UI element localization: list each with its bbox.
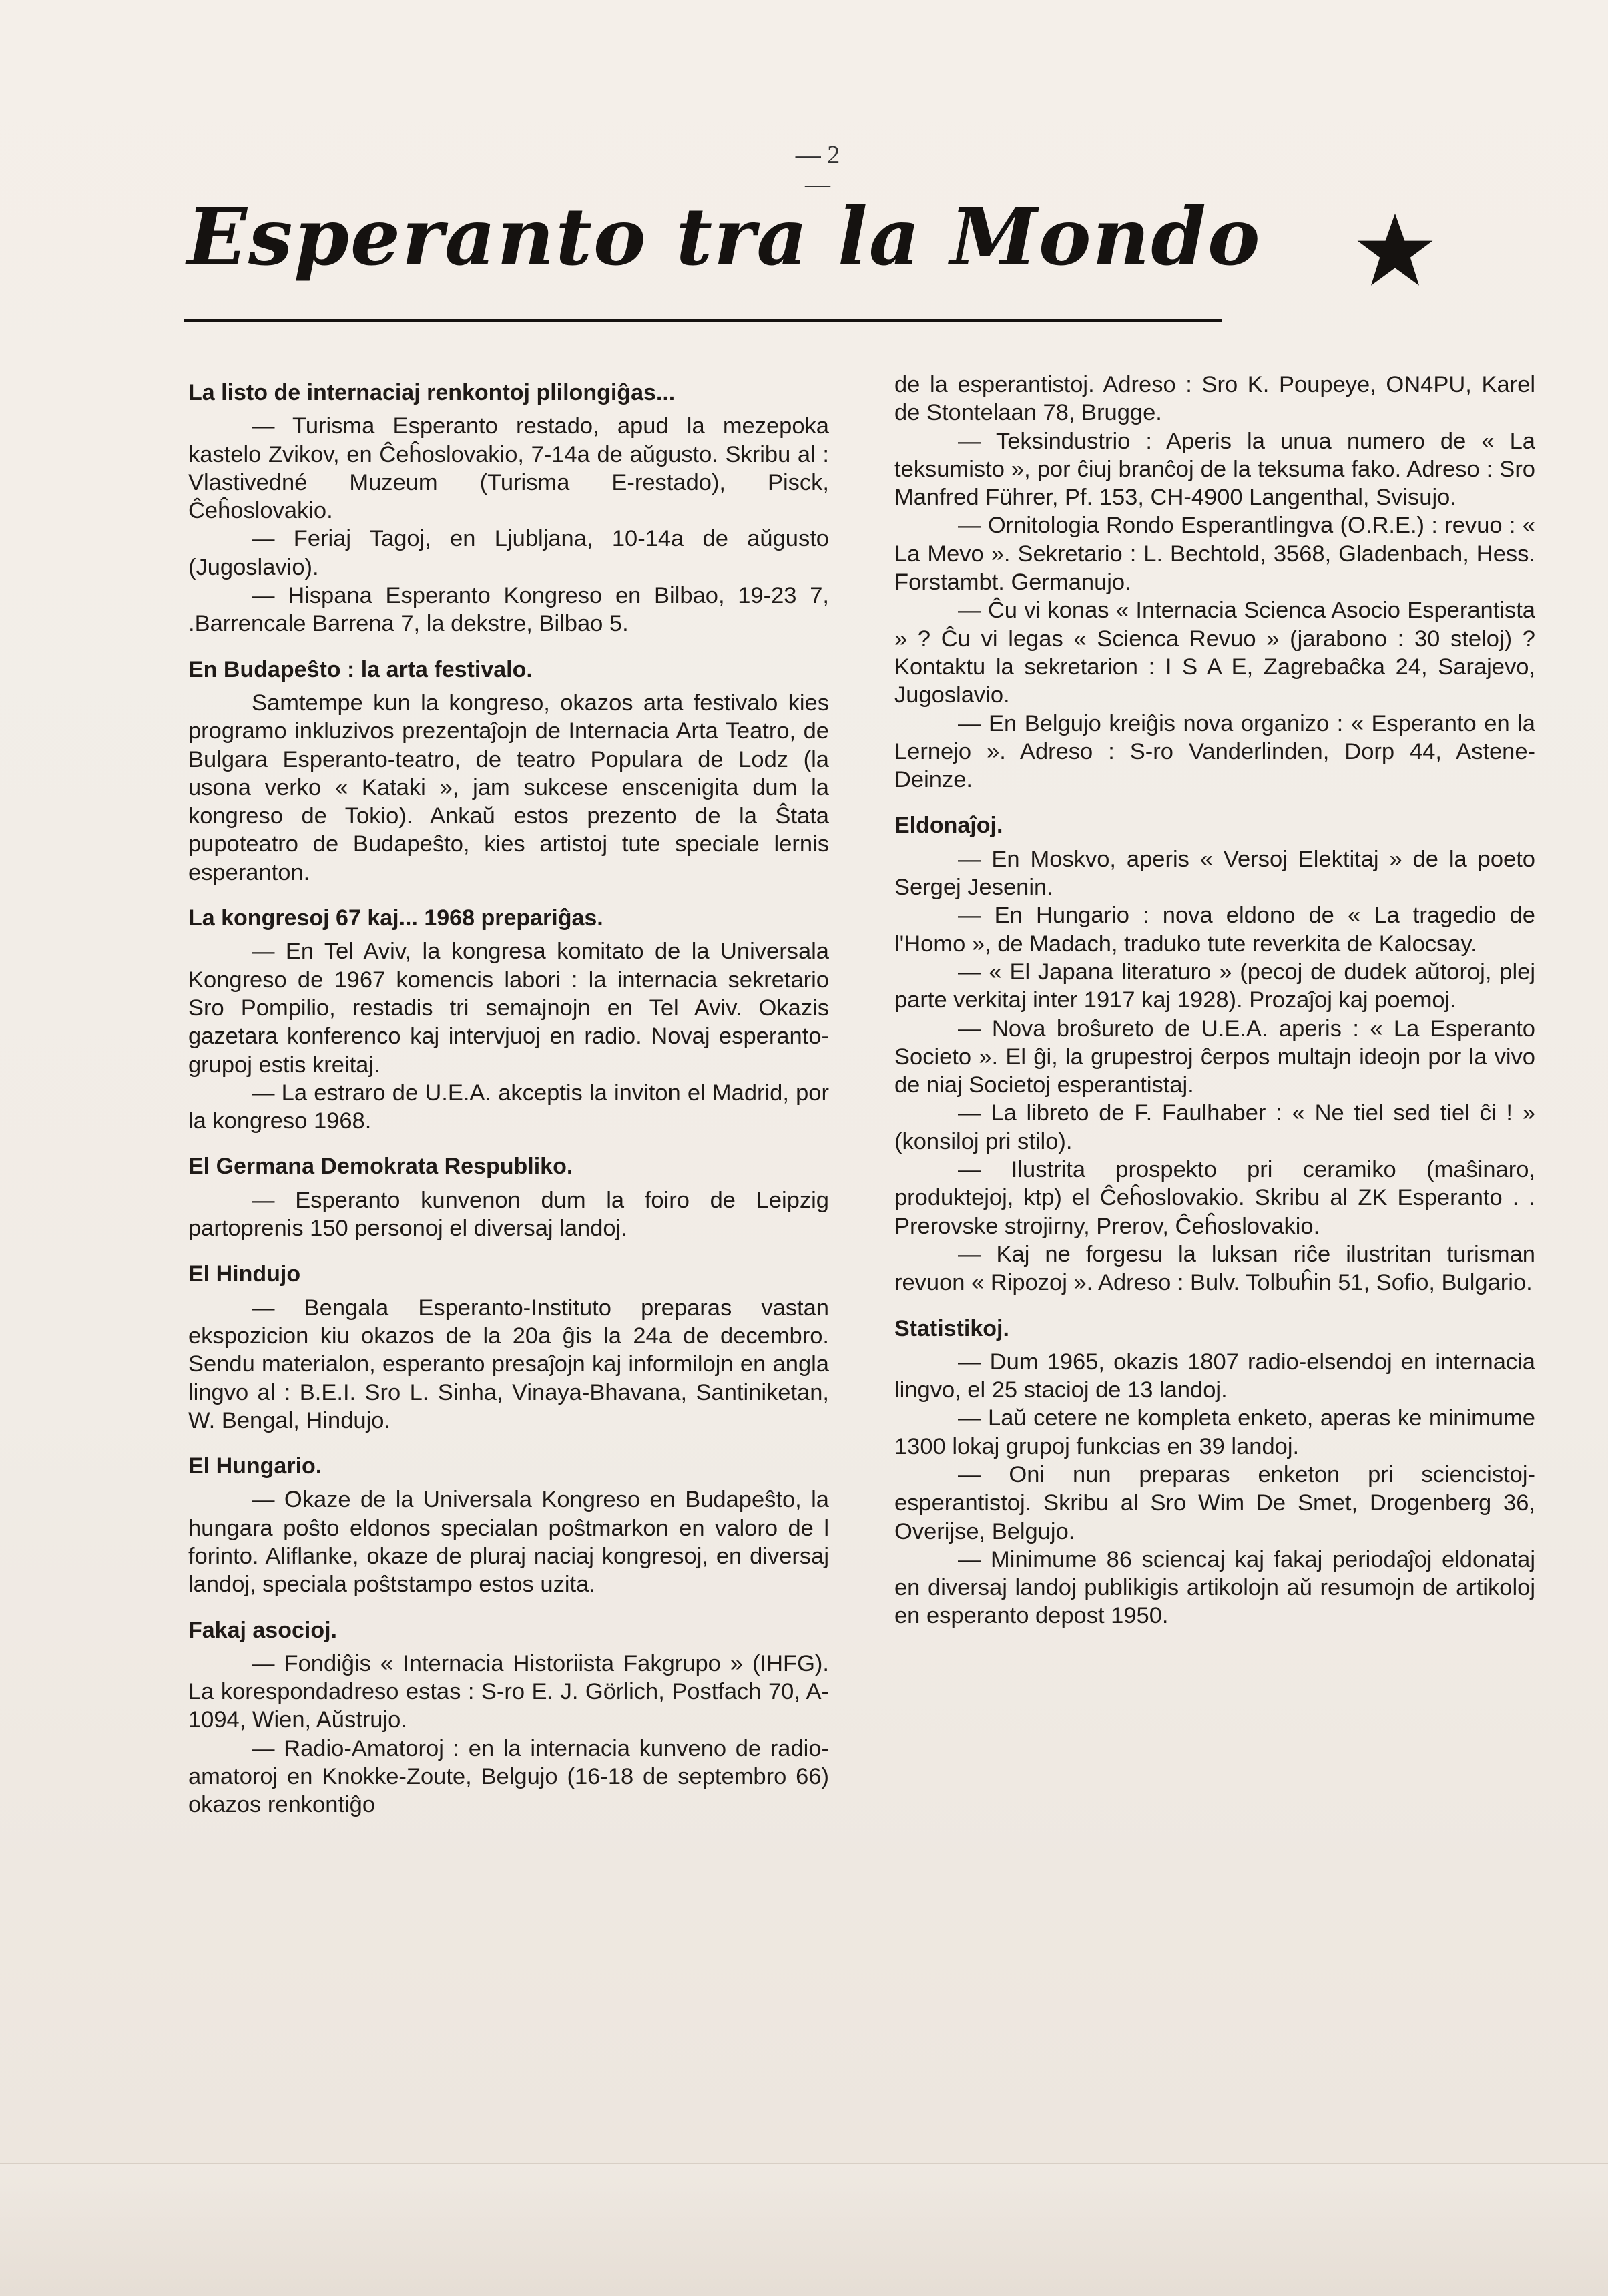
news-item: — Oni nun preparas enketon pri sciencistoj-esperantistoj. Skribu al Sro Wim De Smet, Drogenberg 36, Overijse, Belgujo.	[894, 1461, 1535, 1544]
news-item: — Kaj ne forgesu la luksan riĉe ilustritan turisman revuon « Ripozoj ». Adreso : Bulv. Tolbuĥin 51, Sofio, Bulgario.	[894, 1241, 1535, 1296]
news-item: — Okaze de la Universala Kongreso en Budapeŝto, la hungara poŝto eldonos specialan poŝtmarkon en valoro de l forinto. Aliflanke, okaze de pluraj naciaj kongresoj, en diversaj landoj, speciala poŝtstampo estos uzita.	[188, 1487, 829, 1598]
section-heading: El Hindujo	[188, 1261, 301, 1287]
star-icon	[1355, 210, 1435, 290]
news-item: — Bengala Esperanto-Instituto preparas vastan ekspozicion kiu okazos de la 20a ĝis la 24a de decembro. Sendu materialon, esperanto presaĵojn kaj informilojn en angla lingvo al : B.E.I. Sro L. Sinha, Vinaya-Bhavana, Santiniketan, W. Bengal, Hindujo.	[188, 1295, 829, 1433]
section-heading: Statistikoj.	[894, 1315, 1009, 1341]
news-item: — Turisma Esperanto restado, apud la mezepoka kastelo Zvikov, en Ĉeĥoslovakio, 7-14a de aŭgusto. Skribu al : Vlastivedné Muzeum (Turisma E-restado), Pisck, Ĉeĥoslovakio.	[188, 413, 829, 524]
section-heading: La listo de internaciaj renkontoj plilongiĝas...	[188, 380, 676, 405]
news-item: — Nova broŝureto de U.E.A. aperis : « La Esperanto Societo ». El ĝi, la grupestroj ĉerpos multajn ideojn por la vivo de niaj Societoj esperantistaj.	[894, 1015, 1535, 1098]
news-item: — En Hungario : nova eldono de « La tragedio de l'Homo », de Madach, traduko tute reverkita de Kalocsay.	[894, 903, 1535, 957]
section-heading: Eldonaĵoj.	[894, 813, 1003, 839]
section-heading: Fakaj asocioj.	[188, 1617, 337, 1643]
news-item-continued: de la esperantistoj. Adreso : Sro K. Poupeye, ON4PU, Karel de Stontelaan 78, Brugge.	[894, 372, 1535, 426]
page-headline: Esperanto tra la Mondo	[187, 190, 1262, 283]
news-item: — La libreto de F. Faulhaber : « Ne tiel sed tiel ĉi ! » (konsiloj pri stilo).	[894, 1100, 1535, 1154]
news-item: — Teksindustrio : Aperis la unua numero de « La teksumisto », por ĉiuj branĉoj de la teksuma fako. Adreso : Sro Manfred Führer, Pf. 153, CH-4900 Langenthal, Svisujo.	[894, 428, 1535, 511]
news-item: — « El Japana literaturo » (pecoj de dudek aŭtoroj, plej parte verkitaj inter 1917 kaj 1928). Prozaĵoj kaj poemoj.	[894, 959, 1535, 1013]
page-number: — 2 —	[795, 141, 840, 198]
news-item: — La estraro de U.E.A. akceptis la inviton el Madrid, por la kongreso 1968.	[188, 1080, 829, 1134]
news-item: Samtempe kun la kongreso, okazos arta festivalo kies programo inkluzivos prezentaĵojn de Internacia Arta Teatro, de Bulgara Esperanto-teatro, de teatro Populara de Lodz (la usona verko « Kataki », jam sukcese enscenigita dum la kongreso de Tokio). Ankaŭ estos prezento de la Ŝtata pupoteatro de Budapeŝto, kies artistoj tute speciale lernis esperanton.	[188, 690, 829, 885]
news-item: — Dum 1965, okazis 1807 radio-elsendoj en internacia lingvo, el 25 stacioj de 13 landoj.	[894, 1349, 1535, 1403]
right-column	[894, 371, 1535, 1630]
news-item: — Laŭ cetere ne kompleta enketo, aperas ke minimume 1300 lokaj grupoj funkcias en 39 landoj.	[894, 1405, 1535, 1459]
news-item: — Ĉu vi konas « Internacia Scienca Asocio Esperantista » ? Ĉu vi legas « Scienca Revuo » (jarabono : 30 steloj) ? Kontaktu la sekretarion : I S A E, Zagrebaĉka 24, Sarajevo, Jugoslavio.	[894, 598, 1535, 708]
news-item: — Ilustrita prospekto pri ceramiko (maŝinaro, produktejoj, ktp) el Ĉeĥoslovakio. Skribu al ZK Esperanto . . Prerovske strojirny, Prerov, Ĉeĥoslovakio.	[894, 1157, 1535, 1239]
section-heading: La kongresoj 67 kaj... 1968 prepariĝas.	[188, 905, 603, 931]
news-item: — Ornitologia Rondo Esperantlingva (O.R.E.) : revuo : « La Mevo ». Sekretario : L. Bechtold, 3568, Gladenbach, Hess. Forstambt. Germanujo.	[894, 513, 1535, 596]
news-item: — En Tel Aviv, la kongresa komitato de la Universala Kongreso de 1967 komencis labori : la internacia sekretario Sro Pompilio, restadis tri semajnojn en Tel Aviv. Okazis gazetara konferenco kaj intervjuoj en radio. Novaj esperanto-grupoj estis kreitaj.	[188, 939, 829, 1078]
news-item: — Minimume 86 sciencaj kaj fakaj periodaĵoj eldonataj en diversaj landoj publikigis artikolojn aŭ resumojn de artikoloj en esperanto depost 1950.	[894, 1546, 1535, 1629]
section-heading: El Hungario.	[188, 1453, 322, 1479]
section-heading: En Budapeŝto : la arta festivalo.	[188, 656, 533, 682]
headline-underline	[184, 319, 1222, 322]
news-item: — En Belgujo kreiĝis nova organizo : « Esperanto en la Lernejo ». Adreso : S-ro Vanderlinden, Dorp 44, Astene-Deinze.	[894, 710, 1535, 793]
news-item: — Hispana Esperanto Kongreso en Bilbao, 19-23 7, .Barrencale Barrena 7, la dekstre, Bilbao 5.	[188, 583, 829, 637]
news-item: — Esperanto kunvenon dum la foiro de Leipzig partoprenis 150 personoj el diversaj landoj.	[188, 1187, 829, 1242]
news-item: — Fondiĝis « Internacia Historiista Fakgrupo » (IHFG). La korespondadreso estas : S-ro E. J. Görlich, Postfach 70, A-1094, Wien, Aŭstrujo.	[188, 1650, 829, 1733]
news-item: — En Moskvo, aperis « Versoj Elektitaj » de la poeto Sergej Jesenin.	[894, 846, 1535, 901]
section-heading: El Germana Demokrata Respubliko.	[188, 1154, 573, 1180]
left-column	[188, 371, 829, 1819]
paper-bottom-margin	[0, 2163, 1608, 2296]
news-item: — Radio-Amatoroj : en la internacia kunveno de radio-amatoroj en Knokke-Zoute, Belgujo (16-18 de septembro 66) okazos renkontiĝo	[188, 1735, 829, 1818]
news-item: — Feriaj Tagoj, en Ljubljana, 10-14a de aŭgusto (Jugoslavio).	[188, 526, 829, 580]
